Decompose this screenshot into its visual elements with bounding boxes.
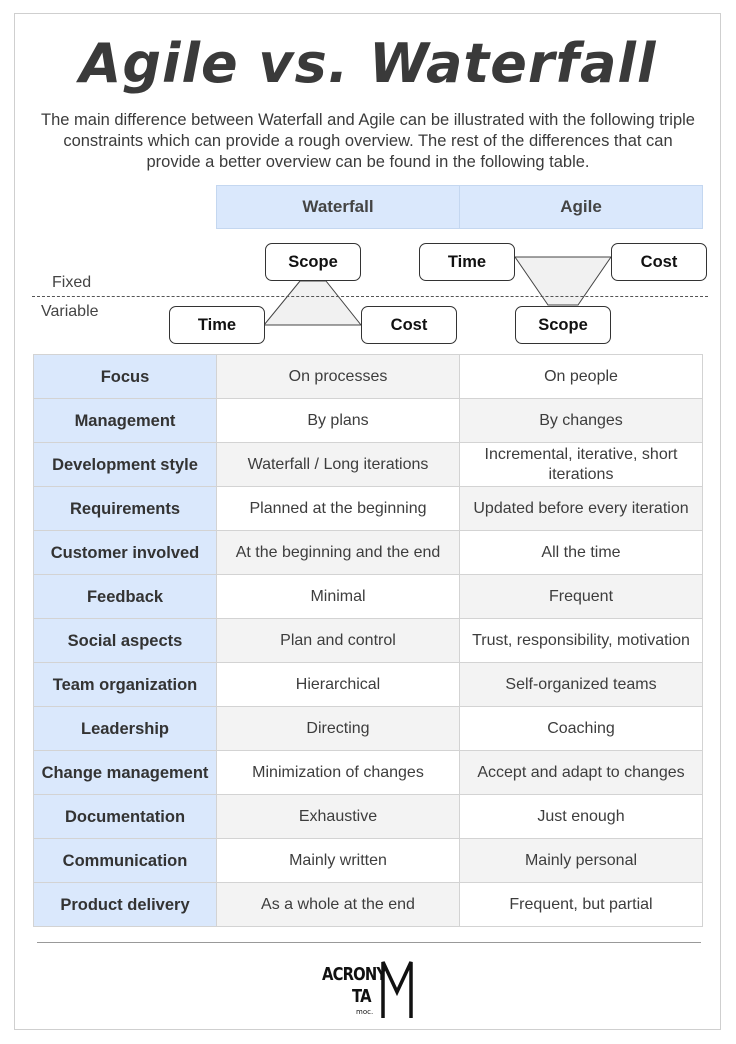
waterfall-cost-box: Cost	[361, 306, 457, 344]
table-row	[34, 663, 703, 707]
logo-text-line2: TA	[352, 986, 371, 1007]
row-label: Feedback	[34, 575, 217, 619]
row-label: Product delivery	[34, 883, 217, 927]
waterfall-time-box: Time	[169, 306, 265, 344]
agile-cell: Updated before every iteration	[460, 487, 703, 531]
waterfall-cell: Plan and control	[217, 619, 460, 663]
waterfall-cell: At the beginning and the end	[217, 531, 460, 575]
waterfall-cell: Directing	[217, 707, 460, 751]
row-label: Team organization	[34, 663, 217, 707]
waterfall-cell: Mainly written	[217, 839, 460, 883]
row-label: Development style	[34, 443, 217, 487]
table-row	[34, 883, 703, 927]
agile-cell: Trust, responsibility, motivation	[460, 619, 703, 663]
row-label: Focus	[34, 355, 217, 399]
agile-cell: Incremental, iterative, short iterations	[460, 443, 703, 487]
fixed-variable-divider	[32, 296, 708, 297]
waterfall-cell: Minimization of changes	[217, 751, 460, 795]
table-row	[34, 619, 703, 663]
fixed-label: Fixed	[52, 274, 92, 291]
waterfall-cell: By plans	[217, 399, 460, 443]
intro-paragraph: The main difference between Waterfall and Agile can be illustrated with the following triple constraints which can provide a rough overview. The rest of the differences that can provide a better overview can be found in the following table.	[41, 111, 695, 171]
column-header-agile: Agile	[459, 185, 703, 229]
agile-cell: Self-organized teams	[460, 663, 703, 707]
table-row	[34, 355, 703, 399]
row-label: Documentation	[34, 795, 217, 839]
agile-scope-box: Scope	[515, 306, 611, 344]
agile-cell: By changes	[460, 399, 703, 443]
table-row	[34, 531, 703, 575]
table-row	[34, 795, 703, 839]
logo-text-line1: ACRONY	[322, 964, 387, 985]
table-row	[34, 443, 703, 487]
agile-cell: Just enough	[460, 795, 703, 839]
table-row	[34, 839, 703, 883]
row-label: Communication	[34, 839, 217, 883]
table-row	[34, 487, 703, 531]
waterfall-cell: Exhaustive	[217, 795, 460, 839]
column-header-waterfall: Waterfall	[216, 185, 460, 229]
acronymtaм-logo	[322, 958, 414, 1020]
agile-cell: On people	[460, 355, 703, 399]
waterfall-scope-box: Scope	[265, 243, 361, 281]
agile-cell: Frequent, but partial	[460, 883, 703, 927]
agile-cell: Coaching	[460, 707, 703, 751]
agile-cost-box: Cost	[611, 243, 707, 281]
row-label: Management	[34, 399, 217, 443]
row-label: Social aspects	[34, 619, 217, 663]
agile-cell: Accept and adapt to changes	[460, 751, 703, 795]
row-label: Change management	[34, 751, 217, 795]
row-label: Leadership	[34, 707, 217, 751]
agile-cell: All the time	[460, 531, 703, 575]
row-label: Customer involved	[34, 531, 217, 575]
waterfall-cell: Waterfall / Long iterations	[217, 443, 460, 487]
table-row	[34, 707, 703, 751]
logo-big-m-icon	[380, 958, 414, 1020]
waterfall-cell: As a whole at the end	[217, 883, 460, 927]
agile-cell: Mainly personal	[460, 839, 703, 883]
page-title: Agile vs. Waterfall	[79, 32, 657, 95]
waterfall-cell: Planned at the beginning	[217, 487, 460, 531]
table-row	[34, 575, 703, 619]
waterfall-cell: Minimal	[217, 575, 460, 619]
agile-time-box: Time	[419, 243, 515, 281]
row-label: Requirements	[34, 487, 217, 531]
agile-cell: Frequent	[460, 575, 703, 619]
logo-text-small: moc.	[356, 1008, 374, 1016]
agile-triangle	[515, 257, 611, 305]
footer-rule	[37, 942, 701, 943]
waterfall-triangle	[264, 281, 361, 325]
waterfall-cell: Hierarchical	[217, 663, 460, 707]
table-row	[34, 399, 703, 443]
table-row	[34, 751, 703, 795]
comparison-table	[33, 354, 703, 927]
waterfall-cell: On processes	[217, 355, 460, 399]
variable-label: Variable	[41, 303, 99, 320]
